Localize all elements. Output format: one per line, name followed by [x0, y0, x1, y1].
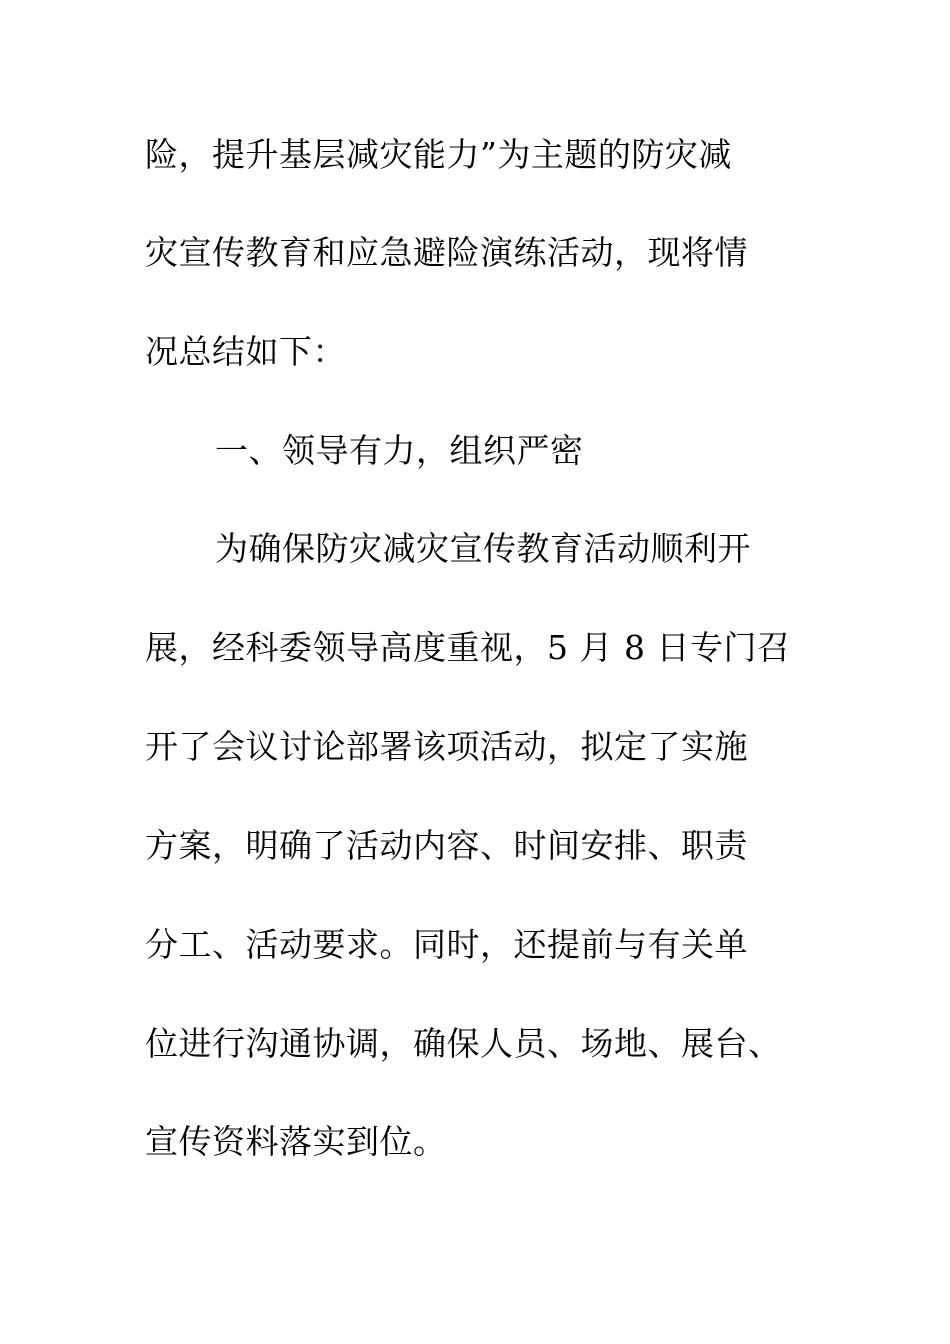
body-text-line: 位进行沟通协调，确保人员、场地、展台、 [145, 1024, 782, 1063]
body-text-line: 展，经科委领导高度重视，5 月 8 日专门召 [145, 628, 791, 667]
body-text-line: 况总结如下： [145, 332, 346, 371]
paragraph-first-line: 为确保防灾减灾宣传教育活动顺利开 [215, 529, 751, 568]
body-text-line: 灾宣传教育和应急避险演练活动，现将情 [145, 233, 748, 272]
body-text-line: 宣传资料落实到位。 [145, 1122, 447, 1161]
section-heading: 一、领导有力，组织严密 [215, 431, 584, 470]
body-text-line: 险，提升基层减灾能力”为主题的防灾减 [145, 135, 732, 174]
body-text-line: 方案，明确了活动内容、时间安排、职责 [145, 826, 748, 865]
body-text-line: 分工、活动要求。同时，还提前与有关单 [145, 925, 748, 964]
body-text-line: 开了会议讨论部署该项活动，拟定了实施 [145, 727, 748, 766]
